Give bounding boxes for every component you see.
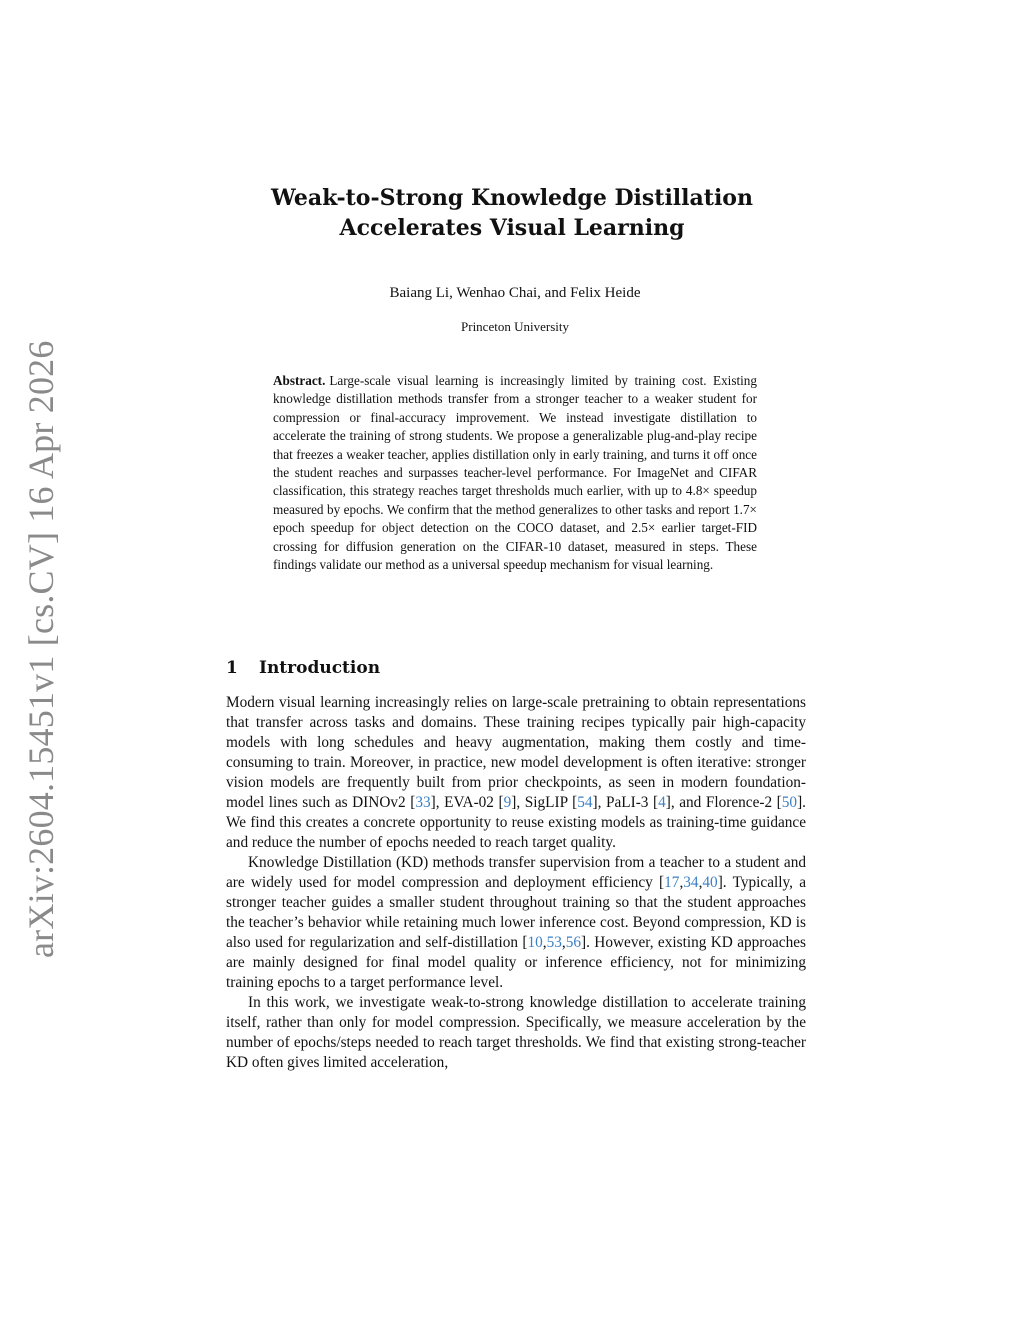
citation-separator: , [561, 934, 566, 951]
citation-link[interactable]: 50 [781, 794, 798, 811]
paragraph-text: ]. We find this creates a concrete opportunity to reuse existing models as training-time guidance and reduce the number of epochs needed to reach target quality. [226, 794, 806, 851]
citation-link[interactable]: 9 [503, 794, 512, 811]
paragraph-text: Modern visual learning increasingly relies on large-scale pretraining to obtain representations that transfer across tasks and domains. These training recipes typically pair high-capacity models with long schedules and heavy augmentation, making them costly and time-consuming to train. Moreover, in practice, new model development is often iterative: stronger vision models are frequently built from prior checkpoints, as seen in modern foundation-model lines such as DINOv2 [ [226, 694, 806, 811]
section-heading [226, 656, 380, 680]
citation-link[interactable]: 10 [527, 934, 543, 951]
abstract [273, 372, 757, 574]
citation-separator: , [698, 874, 703, 891]
section-title: Introduction [259, 658, 381, 678]
paragraph [226, 993, 806, 1073]
citation-separator: , [542, 934, 547, 951]
citation-link[interactable]: 33 [415, 794, 431, 811]
paragraph-text: ], and Florence-2 [ [665, 794, 782, 811]
paragraph-text: ], PaLI-3 [ [592, 794, 659, 811]
author-list: Baiang Li, Wenhao Chai, and Felix Heide [389, 285, 641, 301]
citation-separator: , [679, 874, 684, 891]
paragraph [226, 853, 806, 993]
paper-title [0, 183, 1024, 243]
citation-link[interactable]: 40 [702, 874, 718, 891]
affiliation: Princeton University [461, 319, 569, 334]
paragraph-text: ]. Typically, a stronger teacher guides a smaller student throughout training so that the student approaches the teacher’s behavior while retaining much lower inference cost. Beyond compression, KD is also used for regularization and self-distillation [ [226, 874, 806, 951]
citation-link[interactable]: 4 [658, 794, 666, 811]
paragraph-text: ], SigLIP [ [511, 794, 578, 811]
paragraph-text: In this work, we investigate weak-to-strong knowledge distillation to accelerate training itself, rather than only for model compression. Specifically, we measure acceleration by the number of epochs/steps needed to reach target thresholds. We find that existing strong-teacher KD often gives limited acceleration, [226, 994, 806, 1071]
abstract-label: Abstract. [273, 373, 326, 388]
citation-link[interactable]: 17 [664, 874, 680, 891]
paragraph-text: ], EVA-02 [ [430, 794, 504, 811]
citation-link[interactable]: 54 [577, 794, 593, 811]
title-line-2: Accelerates Visual Learning [339, 215, 685, 241]
arxiv-identifier: arXiv:2604.15451v1 [cs.CV] 16 Apr 2026 [21, 340, 61, 958]
paragraph-text: ]. However, existing KD approaches are mainly designed for final model quality or inference efficiency, not for minimizing training epochs to a target performance level. [226, 934, 806, 991]
citation-link[interactable]: 34 [683, 874, 699, 891]
paragraph-text: Knowledge Distillation (KD) methods transfer supervision from a teacher to a student and are widely used for model compression and deployment efficiency [ [226, 854, 806, 891]
title-line-1: Weak-to-Strong Knowledge Distillation [271, 185, 753, 211]
section-number: 1 [226, 658, 238, 678]
section-body [226, 693, 806, 1073]
citation-link[interactable]: 53 [546, 934, 562, 951]
citation-link[interactable]: 56 [565, 934, 581, 951]
abstract-text: Large-scale visual learning is increasingly limited by training cost. Existing knowledge distillation methods transfer from a stronger teacher to a weaker student for compression or final-accuracy improvement. We instead investigate distillation to accelerate the training of strong students. We propose a generalizable plug-and-play recipe that freezes a weaker teacher, applies distillation only in early training, and turns it off once the student reaches and surpasses teacher-level performance. For ImageNet and CIFAR classification, this strategy reaches target thresholds much earlier, with up to 4.8× speedup measured by epochs. We confirm that the method generalizes to other tasks and report 1.7× epoch speedup for object detection on the COCO dataset, and 2.5× earlier target-FID crossing for diffusion generation on the CIFAR-10 dataset, measured in steps. These findings validate our method as a universal speedup mechanism for visual learning. [273, 373, 757, 573]
paragraph [226, 693, 806, 853]
